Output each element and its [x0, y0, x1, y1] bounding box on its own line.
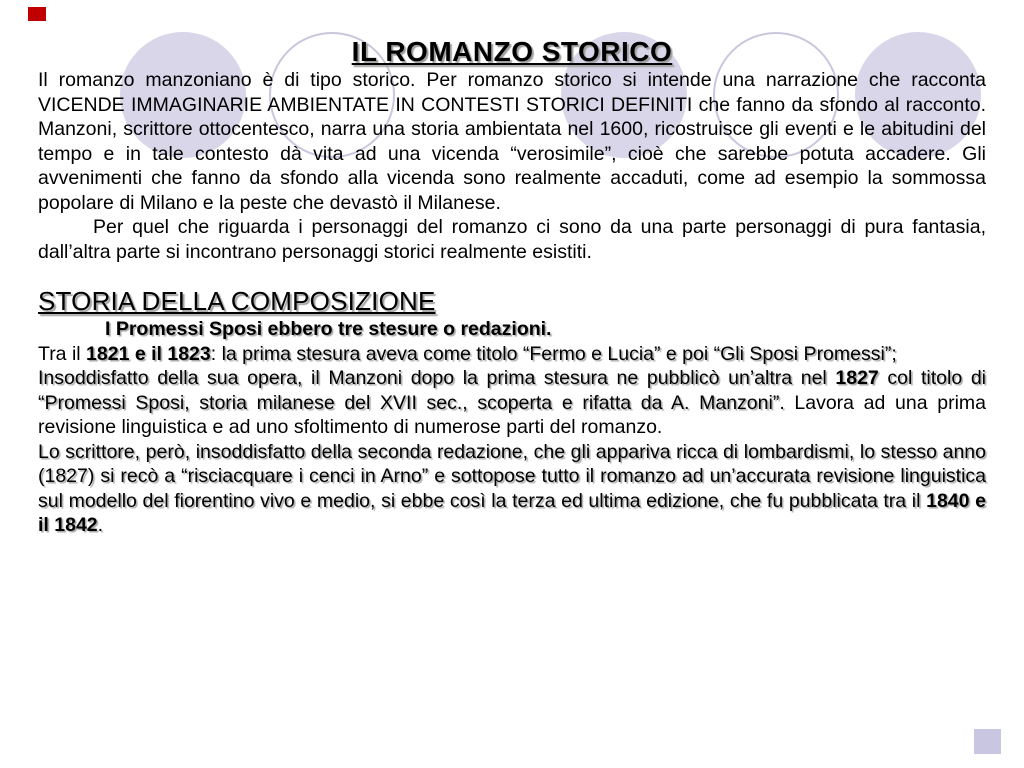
text-run: .: [97, 514, 104, 536]
line-tre-stesure: [38, 317, 986, 342]
text-run: Per quel che riguarda i personaggi del romanzo ci sono da una parte personaggi di pura fantasia, dall’altra parte si incontrano personaggi storici realmente esistiti.: [38, 216, 986, 263]
text-run: :: [210, 342, 222, 365]
text-run: 1840 e il 1842: [38, 489, 986, 536]
text-run: Il romanzo manzoniano è di tipo storico. Per romanzo storico si intende una narrazione che racconta VICENDE IMMAGINARIE AMBIENTATE IN CONTESTI STORICI DEFINITI che fanno da sfondo al racconto. Manzoni, scrittore ottocentesco, narra una storia ambientata nel 1600, ricostruisce gli eventi e le abitudini del tempo e in tale contesto dà vita ad una vicenda “verosimile”, cioè che sarebbe potuta accadere. Gli avvenimenti che fanno da sfondo alla vicenda sono realmente accaduti, come ad esempio la sommossa popolare di Milano e la peste che devastò il Milanese.: [38, 69, 986, 214]
corner-square-decoration: [974, 729, 1001, 754]
slide-title: IL ROMANZO STORICO: [351, 36, 673, 67]
paragraph-seconda-redazione: [38, 366, 986, 440]
section-heading-storia-composizione: STORIA DELLA COMPOSIZIONE: [38, 286, 436, 316]
paragraph-prima-stesura: [38, 342, 986, 367]
text-run: col titolo di “Promessi Sposi, storia milanese del XVII sec., scoperta e rifatta da A. Manzoni”.: [38, 367, 986, 414]
text-run: Lo scrittore, però, insoddisfatto della seconda redazione, che gli appariva ricca di lombardismi, lo stesso anno (1827) si recò a “risciacquare i cenci in Arno” e sottopose tutto il romanzo ad un’accurata revisione linguistica sul modello del fiorentino vivo e medio, si ebbe così la terza ed ultima edizione, che fu pubblicata tra il: [38, 440, 986, 512]
text-run: I Promessi Sposi ebbero tre stesure o redazioni.: [105, 318, 552, 340]
paragraph-terza-edizione: [38, 440, 986, 538]
text-run: Lavora ad una prima revisione linguistica e ad uno sfoltimento di numerose parti del romanzo.: [38, 391, 986, 438]
paragraph-romanzo-storico: [38, 68, 986, 215]
text-run: Tra il: [38, 342, 87, 365]
text-run: 1827: [835, 367, 879, 389]
red-marker-square: [28, 7, 46, 21]
slide-content: [38, 0, 986, 538]
paragraph-personaggi: [38, 215, 986, 264]
text-run: Insoddisfatto della sua opera, il Manzoni dopo la prima stesura ne pubblicò un’altra nel: [38, 367, 836, 389]
text-run: la prima stesura aveva come titolo “Fermo e Lucia” e poi “Gli Sposi Promessi”;: [221, 342, 897, 365]
text-run: 1821 e il 1823: [86, 342, 211, 365]
